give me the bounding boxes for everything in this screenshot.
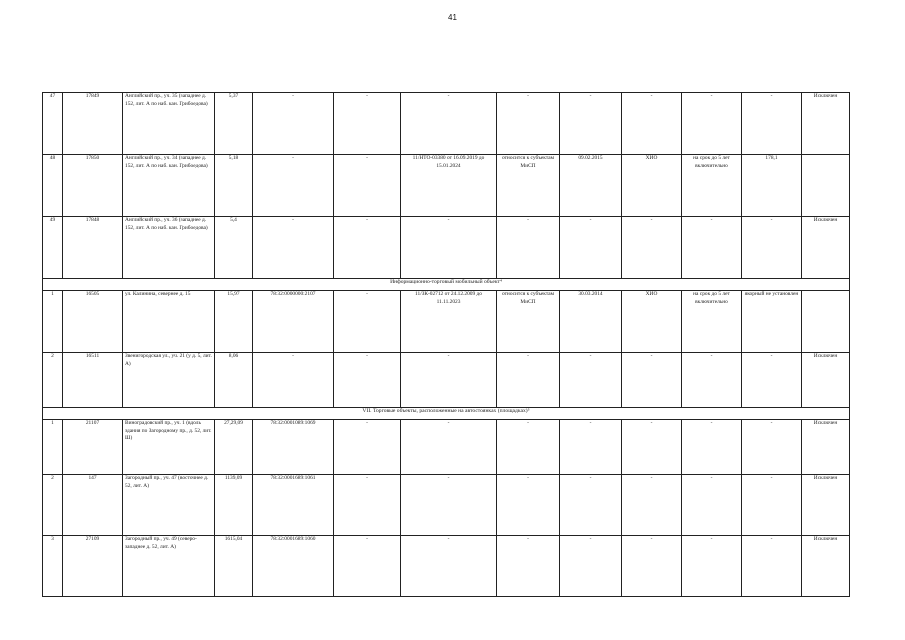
cell-c6: - xyxy=(401,217,497,279)
cell-c8: - xyxy=(560,420,622,475)
cell-c5: - xyxy=(334,155,401,217)
cell-n: 48 xyxy=(43,155,63,217)
cell-c6: 11/ЗК-02712 от 24.12.2009 до 11.11.2023 xyxy=(401,291,497,353)
cell-c8: - xyxy=(560,217,622,279)
cell-addr: Виноградовский пр., уч. 1 (вдоль здания по Загородному пр., д. 52, лит. Ш) xyxy=(123,420,215,475)
table-row xyxy=(43,93,850,155)
table-row xyxy=(43,420,850,475)
cell-c9: - xyxy=(622,420,682,475)
cell-c7: - xyxy=(497,353,560,408)
cell-c8: - xyxy=(560,353,622,408)
cell-c11: 178,1 xyxy=(742,155,802,217)
cell-addr: Английский пр., уч. 35 (западнее д. 152, лит. А по наб. кан. Грибоедова) xyxy=(123,93,215,155)
cell-area: 5,18 xyxy=(215,155,253,217)
cell-addr: Английский пр., уч. 36 (западнее д. 152, лит. А по наб. кан. Грибоедова) xyxy=(123,217,215,279)
table-row xyxy=(43,217,850,279)
cell-area: 5,37 xyxy=(215,93,253,155)
table-row xyxy=(43,536,850,597)
section-header: VII. Торговые объекты, расположенные на автостоянках (площадках)⁵ xyxy=(43,408,850,420)
cell-id: 17849 xyxy=(63,93,123,155)
cell-c10: - xyxy=(682,217,742,279)
cell-id: 21107 xyxy=(63,420,123,475)
cell-c11: - xyxy=(742,475,802,536)
table-row xyxy=(43,291,850,353)
cell-c8: 30.03.2014 xyxy=(560,291,622,353)
cell-c10: - xyxy=(682,536,742,597)
cell-c7: - xyxy=(497,217,560,279)
cell-c10: на срок до 5 лет включительно xyxy=(682,155,742,217)
cell-c8: 09.02.2015 xyxy=(560,155,622,217)
cell-c10: - xyxy=(682,420,742,475)
cell-c10: на срок до 5 лет включительно xyxy=(682,291,742,353)
cell-c7: - xyxy=(497,536,560,597)
cell-c12 xyxy=(802,155,850,217)
section-header: Информационно-торговый мобильный объект⁴ xyxy=(43,279,850,291)
objects-table xyxy=(42,92,850,597)
section-header-row xyxy=(43,408,850,420)
cell-c7: - xyxy=(497,93,560,155)
cell-c5: - xyxy=(334,475,401,536)
cell-cad: - xyxy=(253,155,334,217)
cell-area: 27,29,09 xyxy=(215,420,253,475)
cell-n: 2 xyxy=(43,353,63,408)
cell-n: 49 xyxy=(43,217,63,279)
section-header-row xyxy=(43,279,850,291)
cell-area: 8,06 xyxy=(215,353,253,408)
cell-c12 xyxy=(802,291,850,353)
cell-c12: Исключен xyxy=(802,420,850,475)
page-number: 41 xyxy=(448,13,457,22)
cell-cad: - xyxy=(253,353,334,408)
cell-c11: якорный не установлен xyxy=(742,291,802,353)
cell-area: 1615,04 xyxy=(215,536,253,597)
cell-c12: Исключен xyxy=(802,536,850,597)
cell-c11: - xyxy=(742,536,802,597)
cell-c9: ХИО xyxy=(622,155,682,217)
cell-c5: - xyxy=(334,291,401,353)
cell-c8: - xyxy=(560,536,622,597)
cell-id: 147 xyxy=(63,475,123,536)
cell-c9: ХИО xyxy=(622,291,682,353)
cell-c9: - xyxy=(622,93,682,155)
cell-id: 16511 xyxy=(63,353,123,408)
cell-c12: Исключен xyxy=(802,93,850,155)
cell-addr: Загородный пр., уч. 49 (северо-западнее д. 52, лит. А) xyxy=(123,536,215,597)
cell-cad: 78:32:0001089:1069 xyxy=(253,420,334,475)
cell-c11: - xyxy=(742,217,802,279)
table-row xyxy=(43,155,850,217)
cell-c5: - xyxy=(334,217,401,279)
cell-c5: - xyxy=(334,420,401,475)
cell-c5: - xyxy=(334,93,401,155)
cell-addr: Английский пр., уч. 34 (западнее д. 152, лит. А по наб. кан. Грибоедова) xyxy=(123,155,215,217)
cell-addr: Звенигородская ул., уч. 21 (у д. 5, лит. А) xyxy=(123,353,215,408)
cell-id: 17848 xyxy=(63,217,123,279)
cell-id: 27109 xyxy=(63,536,123,597)
cell-c12: Исключен xyxy=(802,353,850,408)
cell-c9: - xyxy=(622,353,682,408)
cell-addr: ул. Калинина, севернее д. 15 xyxy=(123,291,215,353)
cell-cad: 78:32:0000000:2107 xyxy=(253,291,334,353)
cell-c7: - xyxy=(497,475,560,536)
cell-cad: - xyxy=(253,217,334,279)
cell-id: 16505 xyxy=(63,291,123,353)
cell-area: 1139,09 xyxy=(215,475,253,536)
cell-id: 17850 xyxy=(63,155,123,217)
cell-cad: 78:32:0001689:1061 xyxy=(253,475,334,536)
cell-c6: 11/НТО-03380 от 16.09.2019 до 15.01.2024 xyxy=(401,155,497,217)
cell-addr: Загородный пр., уч. 47 (восточнее д. 52, лит. А) xyxy=(123,475,215,536)
cell-c7: - xyxy=(497,420,560,475)
cell-n: 47 xyxy=(43,93,63,155)
cell-c9: - xyxy=(622,475,682,536)
cell-c10: - xyxy=(682,353,742,408)
cell-c11: - xyxy=(742,420,802,475)
table-row xyxy=(43,475,850,536)
cell-c5: - xyxy=(334,353,401,408)
cell-c11: - xyxy=(742,353,802,408)
cell-c8: - xyxy=(560,475,622,536)
cell-c8: - xyxy=(560,93,622,155)
cell-n: 1 xyxy=(43,291,63,353)
cell-c6: - xyxy=(401,353,497,408)
cell-cad: 78:32:0001689:1060 xyxy=(253,536,334,597)
cell-c6: - xyxy=(401,93,497,155)
cell-c6: - xyxy=(401,536,497,597)
cell-c12: Исключен xyxy=(802,475,850,536)
cell-c9: - xyxy=(622,217,682,279)
cell-c10: - xyxy=(682,475,742,536)
cell-c7: относится к субъектам МиСП xyxy=(497,155,560,217)
cell-n: 2 xyxy=(43,475,63,536)
cell-c10: - xyxy=(682,93,742,155)
cell-c6: - xyxy=(401,420,497,475)
cell-cad: - xyxy=(253,93,334,155)
cell-area: 5,4 xyxy=(215,217,253,279)
cell-c7: относится к субъектам МиСП xyxy=(497,291,560,353)
cell-n: 1 xyxy=(43,420,63,475)
table-row xyxy=(43,353,850,408)
cell-c5: - xyxy=(334,536,401,597)
cell-c12: Исключен xyxy=(802,217,850,279)
cell-c9: - xyxy=(622,536,682,597)
cell-c6: - xyxy=(401,475,497,536)
cell-area: 15,97 xyxy=(215,291,253,353)
cell-c11: - xyxy=(742,93,802,155)
cell-n: 3 xyxy=(43,536,63,597)
